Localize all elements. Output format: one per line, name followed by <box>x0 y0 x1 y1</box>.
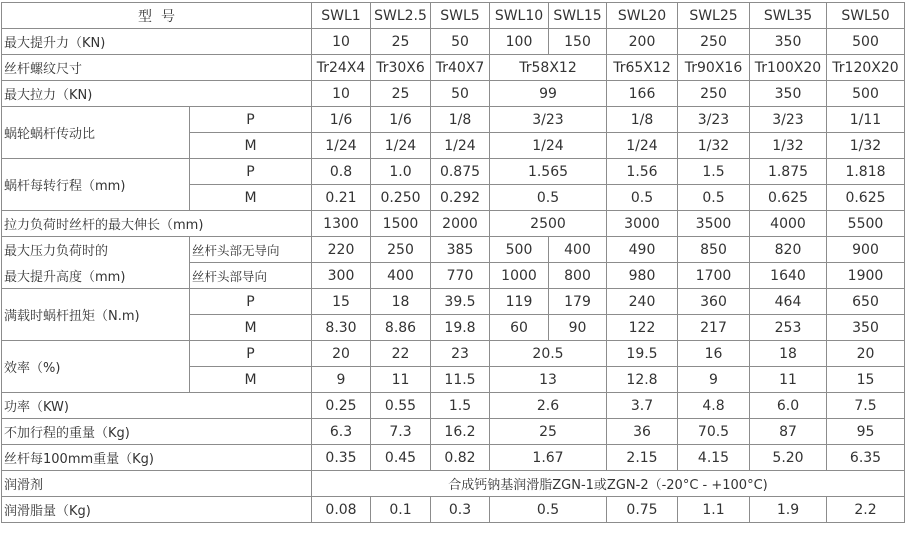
cell: 385 <box>431 237 490 263</box>
cell: 9 <box>678 367 750 393</box>
max-height-row-2 <box>2 263 905 289</box>
cell: 0.292 <box>431 185 490 211</box>
cell: 0.875 <box>431 159 490 185</box>
cell: 0.25 <box>312 393 371 419</box>
cell: 39.5 <box>431 289 490 315</box>
cell: 4000 <box>750 211 827 237</box>
cell: 70.5 <box>678 419 750 445</box>
cell: 1900 <box>827 263 905 289</box>
cell: 1/24 <box>431 133 490 159</box>
max-height-row-1 <box>2 237 905 263</box>
sub-label-p: P <box>190 107 312 133</box>
cell: 1/8 <box>431 107 490 133</box>
cell: 20 <box>827 341 905 367</box>
row-label: 最大提升力（KN) <box>2 29 312 55</box>
stroke-row-p <box>2 159 905 185</box>
model-header: 型 号 <box>2 3 312 29</box>
cell: 16 <box>678 341 750 367</box>
cell: 5500 <box>827 211 905 237</box>
row-label: 丝杆每100mm重量（Kg) <box>2 445 312 471</box>
cell: 0.8 <box>312 159 371 185</box>
cell: 0.5 <box>490 185 607 211</box>
cell: 1.5 <box>431 393 490 419</box>
cell: 0.3 <box>431 497 490 523</box>
screw-weight-row <box>2 445 905 471</box>
cell: 1.1 <box>678 497 750 523</box>
cell: 15 <box>827 367 905 393</box>
cell: 500 <box>827 81 905 107</box>
cell: 1300 <box>312 211 371 237</box>
cell: 650 <box>827 289 905 315</box>
cell: 13 <box>490 367 607 393</box>
cell: Tr100X20 <box>750 55 827 81</box>
cell: 3.7 <box>607 393 678 419</box>
cell: 1/24 <box>607 133 678 159</box>
row-label: 满载时蜗杆扭矩（N.m) <box>2 289 190 341</box>
cell: 500 <box>827 29 905 55</box>
cell: 6.35 <box>827 445 905 471</box>
cell: 1/32 <box>678 133 750 159</box>
cell: 6.0 <box>750 393 827 419</box>
cell: 490 <box>607 237 678 263</box>
cell: 7.5 <box>827 393 905 419</box>
cell: 0.625 <box>750 185 827 211</box>
cell: 99 <box>490 81 607 107</box>
cell: 253 <box>750 315 827 341</box>
cell: 50 <box>431 29 490 55</box>
row-label: 不加行程的重量（Kg) <box>2 419 312 445</box>
cell: 350 <box>750 81 827 107</box>
row-label: 润滑剂 <box>2 471 312 497</box>
cell: 25 <box>371 29 431 55</box>
sub-label-p: P <box>190 341 312 367</box>
cell: Tr24X4 <box>312 55 371 81</box>
cell: 100 <box>490 29 549 55</box>
cell: 0.5 <box>490 497 607 523</box>
cell: 800 <box>549 263 607 289</box>
model-name: SWL2.5 <box>371 3 431 29</box>
cell: 15 <box>312 289 371 315</box>
cell: 2.15 <box>607 445 678 471</box>
cell: 50 <box>431 81 490 107</box>
cell: 820 <box>750 237 827 263</box>
cell: 250 <box>678 29 750 55</box>
cell: 1640 <box>750 263 827 289</box>
cell: 2.6 <box>490 393 607 419</box>
cell: 0.625 <box>827 185 905 211</box>
cell: 1/24 <box>490 133 607 159</box>
cell: 0.82 <box>431 445 490 471</box>
cell: Tr90X16 <box>678 55 750 81</box>
cell: 18 <box>371 289 431 315</box>
cell: Tr58X12 <box>490 55 607 81</box>
cell: 11 <box>750 367 827 393</box>
sub-label-m: M <box>190 185 312 211</box>
cell: 200 <box>607 29 678 55</box>
row-label: 润滑脂量（Kg) <box>2 497 312 523</box>
row-label: 功率（KW) <box>2 393 312 419</box>
model-name: SWL20 <box>607 3 678 29</box>
cell: 合成钙钠基润滑脂ZGN-1或ZGN-2（-20°C - +100°C) <box>312 471 905 497</box>
cell: 150 <box>549 29 607 55</box>
row-label: 丝杆螺纹尺寸 <box>2 55 312 81</box>
cell: 19.8 <box>431 315 490 341</box>
power-row <box>2 393 905 419</box>
cell: 166 <box>607 81 678 107</box>
cell: 179 <box>549 289 607 315</box>
torque-row-p <box>2 289 905 315</box>
cell: 1/24 <box>371 133 431 159</box>
cell: 12.8 <box>607 367 678 393</box>
model-name: SWL35 <box>750 3 827 29</box>
cell: 0.21 <box>312 185 371 211</box>
cell: 1/8 <box>607 107 678 133</box>
cell: 16.2 <box>431 419 490 445</box>
cell: 0.08 <box>312 497 371 523</box>
model-name: SWL1 <box>312 3 371 29</box>
lubricant-row <box>2 471 905 497</box>
cell: 25 <box>371 81 431 107</box>
cell: 1/24 <box>312 133 371 159</box>
cell: 1700 <box>678 263 750 289</box>
cell: 500 <box>490 237 549 263</box>
cell: Tr30X6 <box>371 55 431 81</box>
cell: 0.75 <box>607 497 678 523</box>
model-name: SWL25 <box>678 3 750 29</box>
cell: Tr65X12 <box>607 55 678 81</box>
cell: 95 <box>827 419 905 445</box>
sub-label: 丝杆头部无导向 <box>190 237 312 263</box>
cell: Tr40X7 <box>431 55 490 81</box>
cell: 11 <box>371 367 431 393</box>
cell: 0.5 <box>607 185 678 211</box>
cell: 1/32 <box>750 133 827 159</box>
cell: 18 <box>750 341 827 367</box>
cell: 1/11 <box>827 107 905 133</box>
efficiency-row-p <box>2 341 905 367</box>
cell: 8.86 <box>371 315 431 341</box>
cell: 0.5 <box>678 185 750 211</box>
header-row <box>2 3 905 29</box>
cell: 464 <box>750 289 827 315</box>
cell: 0.45 <box>371 445 431 471</box>
cell: 119 <box>490 289 549 315</box>
cell: 1000 <box>490 263 549 289</box>
cell: 3/23 <box>490 107 607 133</box>
cell: 400 <box>371 263 431 289</box>
cell: 36 <box>607 419 678 445</box>
cell: Tr120X20 <box>827 55 905 81</box>
cell: 9 <box>312 367 371 393</box>
cell: 360 <box>678 289 750 315</box>
cell: 1/32 <box>827 133 905 159</box>
row-label: 蜗杆每转行程（mm) <box>2 159 190 211</box>
cell: 1/6 <box>371 107 431 133</box>
cell: 0.250 <box>371 185 431 211</box>
cell: 6.3 <box>312 419 371 445</box>
cell: 850 <box>678 237 750 263</box>
cell: 1.565 <box>490 159 607 185</box>
model-name: SWL15 <box>549 3 607 29</box>
cell: 20 <box>312 341 371 367</box>
cell: 25 <box>490 419 607 445</box>
cell: 5.20 <box>750 445 827 471</box>
cell: 11.5 <box>431 367 490 393</box>
row-label: 最大提升高度（mm) <box>2 263 190 289</box>
cell: 1.875 <box>750 159 827 185</box>
cell: 3000 <box>607 211 678 237</box>
gear-ratio-row-p <box>2 107 905 133</box>
cell: 250 <box>371 237 431 263</box>
weight-row <box>2 419 905 445</box>
sub-label-p: P <box>190 289 312 315</box>
max-lift-row <box>2 29 905 55</box>
cell: 240 <box>607 289 678 315</box>
cell: 900 <box>827 237 905 263</box>
cell: 4.15 <box>678 445 750 471</box>
cell: 217 <box>678 315 750 341</box>
screw-size-row <box>2 55 905 81</box>
cell: 400 <box>549 237 607 263</box>
cell: 980 <box>607 263 678 289</box>
cell: 20.5 <box>490 341 607 367</box>
cell: 1/6 <box>312 107 371 133</box>
cell: 10 <box>312 29 371 55</box>
sub-label-m: M <box>190 133 312 159</box>
cell: 7.3 <box>371 419 431 445</box>
cell: 122 <box>607 315 678 341</box>
cell: 1.9 <box>750 497 827 523</box>
cell: 4.8 <box>678 393 750 419</box>
cell: 90 <box>549 315 607 341</box>
cell: 300 <box>312 263 371 289</box>
model-name: SWL50 <box>827 3 905 29</box>
cell: 2500 <box>490 211 607 237</box>
cell: 23 <box>431 341 490 367</box>
model-name: SWL5 <box>431 3 490 29</box>
grease-row <box>2 497 905 523</box>
cell: 0.55 <box>371 393 431 419</box>
cell: 2.2 <box>827 497 905 523</box>
sub-label-p: P <box>190 159 312 185</box>
cell: 60 <box>490 315 549 341</box>
cell: 1.5 <box>678 159 750 185</box>
cell: 0.35 <box>312 445 371 471</box>
cell: 1.818 <box>827 159 905 185</box>
cell: 1.56 <box>607 159 678 185</box>
sub-label-m: M <box>190 367 312 393</box>
cell: 220 <box>312 237 371 263</box>
cell: 3500 <box>678 211 750 237</box>
sub-label: 丝杆头部导向 <box>190 263 312 289</box>
spec-table <box>1 2 905 523</box>
cell: 0.1 <box>371 497 431 523</box>
row-label: 拉力负荷时丝杆的最大伸长（mm) <box>2 211 312 237</box>
row-label: 蜗轮蜗杆传动比 <box>2 107 190 159</box>
cell: 1.0 <box>371 159 431 185</box>
cell: 350 <box>827 315 905 341</box>
cell: 8.30 <box>312 315 371 341</box>
cell: 10 <box>312 81 371 107</box>
row-label: 效率（%) <box>2 341 190 393</box>
cell: 770 <box>431 263 490 289</box>
max-pull-row <box>2 81 905 107</box>
row-label: 最大拉力（KN) <box>2 81 312 107</box>
max-extension-row <box>2 211 905 237</box>
model-name: SWL10 <box>490 3 549 29</box>
row-label: 最大压力负荷时的 <box>2 237 190 263</box>
cell: 1500 <box>371 211 431 237</box>
cell: 350 <box>750 29 827 55</box>
cell: 19.5 <box>607 341 678 367</box>
cell: 1.67 <box>490 445 607 471</box>
cell: 2000 <box>431 211 490 237</box>
cell: 3/23 <box>678 107 750 133</box>
cell: 250 <box>678 81 750 107</box>
cell: 3/23 <box>750 107 827 133</box>
cell: 87 <box>750 419 827 445</box>
sub-label-m: M <box>190 315 312 341</box>
cell: 22 <box>371 341 431 367</box>
